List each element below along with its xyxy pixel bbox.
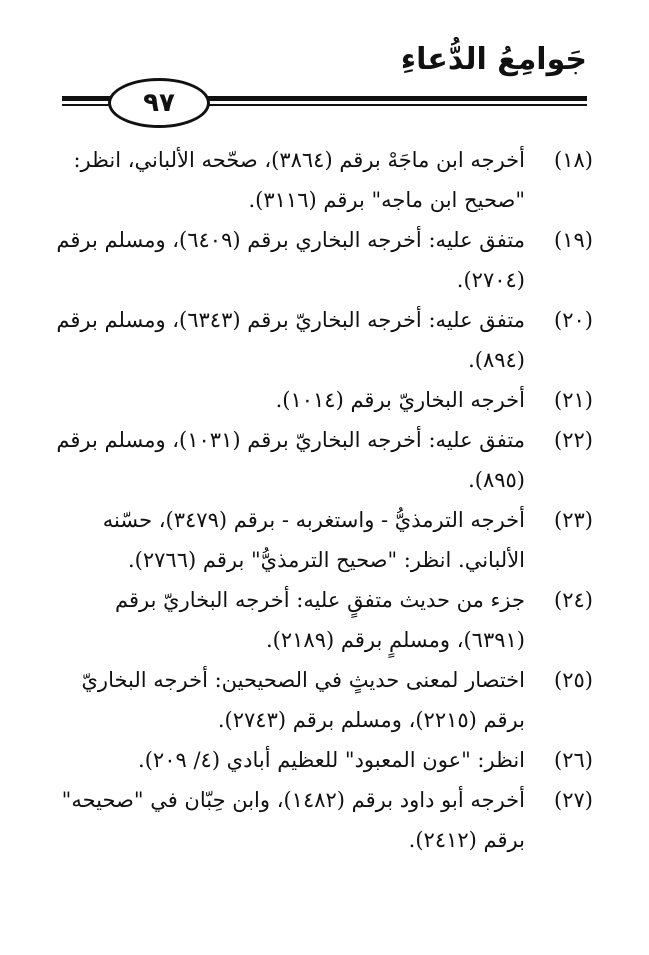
footnote-19 (52, 220, 593, 300)
footnote-18 (52, 140, 593, 220)
footnote-22 (52, 420, 593, 500)
footnote-number: (١٩) (554, 228, 593, 252)
footnote-20 (52, 300, 593, 380)
footnote-number: (٢٢) (554, 428, 593, 452)
footnote-number: (١٨) (554, 148, 593, 172)
footnote-number: (٢٦) (554, 748, 593, 772)
footnote-text: أخرجه البخاريّ برقم (١٠١٤). (275, 388, 525, 412)
page-number-oval (108, 78, 210, 128)
page-header (0, 0, 649, 130)
footnote-26 (52, 740, 593, 780)
footnote-text: جزء من حديث متفقٍ عليه: أخرجه البخاريّ برقم (٦٣٩١)، ومسلمٍ برقم (٢١٨٩). (115, 588, 525, 652)
footnote-text: متفق عليه: أخرجه البخاريّ برقم (١٠٣١)، ومسلم برقم (٨٩٥). (56, 428, 525, 492)
footnote-21 (52, 380, 593, 420)
footnote-text: متفق عليه: أخرجه البخاريّ برقم (٦٣٤٣)، ومسلم برقم (٨٩٤). (56, 308, 525, 372)
footnote-text: اختصار لمعنى حديثٍ في الصحيحين: أخرجه البخاريّ برقم (٢٢١٥)، ومسلم برقم (٢٧٤٣). (81, 668, 525, 732)
footnote-text: انظر: "عون المعبود" للعظيم أبادي (٤/ ٢٠٩). (138, 748, 525, 772)
footnote-number: (٢١) (554, 388, 593, 412)
footnote-text: أخرجه ابن ماجَهْ برقم (٣٨٦٤)، صحّحه الألباني، انظر: "صحيح ابن ماجه" برقم (٣١١٦). (73, 148, 525, 212)
footnote-24 (52, 580, 593, 660)
page-number: ٩٧ (143, 88, 175, 118)
footnote-23 (52, 500, 593, 580)
footnote-number: (٢٥) (554, 668, 593, 692)
footnote-number: (٢٣) (554, 508, 593, 532)
footnote-27 (52, 780, 593, 860)
footnote-text: متفق عليه: أخرجه البخاري برقم (٦٤٠٩)، ومسلم برقم (٢٧٠٤). (56, 228, 525, 292)
footnote-number: (٢٧) (554, 788, 593, 812)
book-title: جَوامِعُ الدُّعاءِ (400, 42, 587, 77)
footnote-number: (٢٤) (554, 588, 593, 612)
footnote-text: أخرجه أبو داود برقم (١٤٨٢)، وابن حِبّان في "صحيحه" برقم (٢٤١٢). (61, 788, 525, 852)
footnotes-list (52, 140, 593, 860)
footnote-text: أخرجه الترمذيُّ - واستغربه - برقم (٣٤٧٩)، حسّنه الألباني. انظر: "صحيح الترمذيُّ" برقم (٢٧٦٦). (102, 508, 525, 572)
footnote-25 (52, 660, 593, 740)
footnote-number: (٢٠) (554, 308, 593, 332)
